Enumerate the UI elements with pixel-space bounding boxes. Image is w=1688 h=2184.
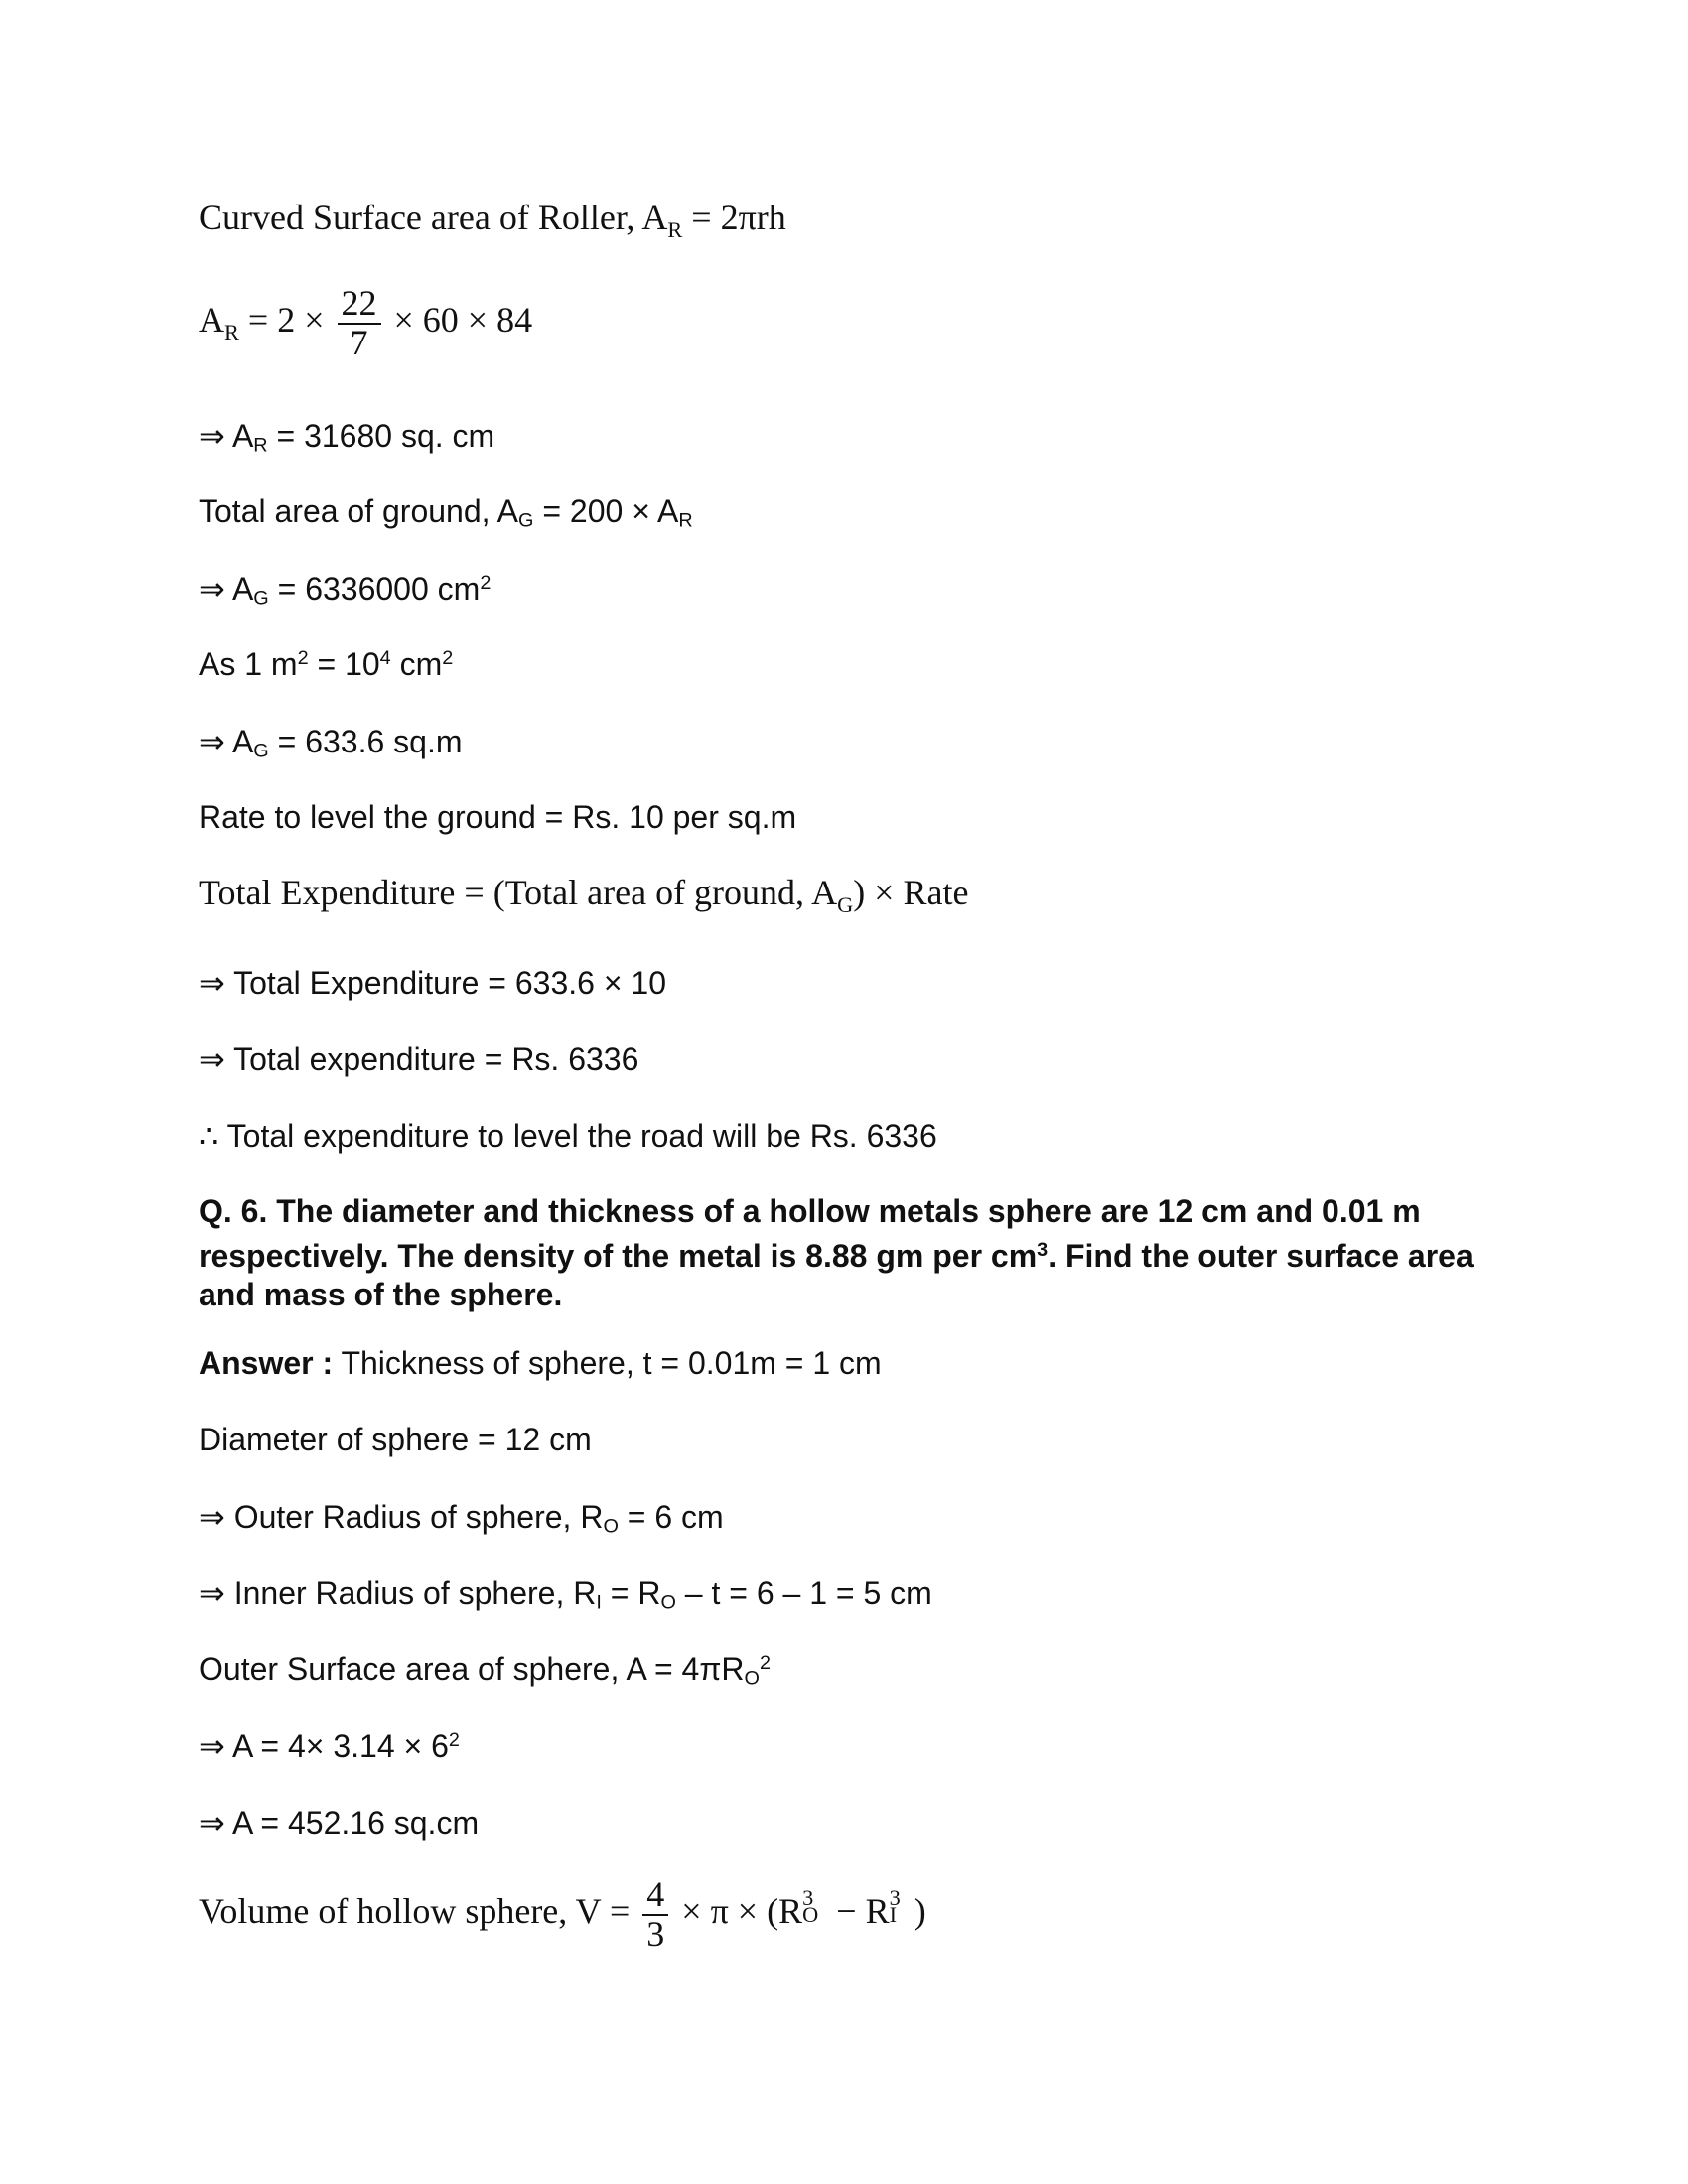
expenditure-result: [199, 1040, 638, 1078]
outer-radius-line: [199, 1498, 724, 1538]
text: × π × (R: [672, 1891, 803, 1932]
text: Q. 6. The diameter and thickness of a hollow metals sphere are 12 cm and 0.01 m respectively. The density of the metal is 8.88 gm per cm: [199, 1193, 1421, 1274]
surface-area-formula: [199, 1651, 771, 1690]
subscript: O: [744, 1667, 760, 1690]
rate-line: [199, 799, 796, 836]
text: Outer Surface area of sphere, A = 4πR: [199, 1651, 745, 1687]
surface-area-calculation: [199, 1727, 460, 1765]
superscript: 3: [889, 1884, 901, 1910]
denominator: 3: [646, 1913, 665, 1954]
subscript: R: [678, 509, 693, 532]
diameter-line: [199, 1422, 592, 1458]
expenditure-conclusion: [199, 1117, 937, 1155]
text: ) × Rate: [853, 873, 969, 912]
expenditure-calculation: [199, 964, 666, 1002]
roller-surface-formula: [199, 197, 786, 243]
fraction: [338, 285, 381, 362]
sup-sub: [889, 1884, 914, 1933]
subscript: I: [889, 1902, 898, 1928]
answer-label: Answer :: [199, 1345, 334, 1381]
ground-area-formula: [199, 493, 693, 532]
text: ⇒ A: [199, 724, 254, 759]
text: − R: [827, 1891, 890, 1932]
superscript: 2: [480, 572, 492, 595]
text: ⇒ A = 4× 3.14 × 6: [199, 1728, 449, 1764]
text: = 6 cm: [618, 1499, 724, 1535]
text: Thickness of sphere, t = 0.01m = 1 cm: [333, 1345, 882, 1381]
text: – t = 6 – 1 = 5 cm: [675, 1575, 932, 1611]
text: As 1 m: [199, 646, 298, 682]
unit-conversion: [199, 646, 453, 683]
subscript: I: [596, 1591, 602, 1614]
roller-area-calculation: [199, 285, 532, 362]
text: = 31680 sq. cm: [267, 418, 495, 454]
text: cm: [390, 646, 443, 682]
volume-formula: [199, 1876, 926, 1954]
subscript: G: [253, 587, 269, 610]
subscript: R: [667, 216, 683, 242]
text: Total Expenditure = (Total area of ground, A: [199, 873, 838, 912]
numerator: 4: [642, 1876, 668, 1916]
text: A: [199, 300, 224, 341]
subscript: G: [837, 891, 854, 917]
roller-area-result: [199, 417, 494, 457]
ground-area-m: [199, 723, 463, 762]
text: Volume of hollow sphere, V =: [199, 1891, 639, 1932]
ground-area-cm: [199, 570, 491, 610]
question-6: [199, 1192, 1509, 1314]
subscript: O: [660, 1591, 676, 1614]
superscript: 2: [297, 647, 309, 670]
text: = 200 × A: [533, 493, 679, 529]
text: = 6336000 cm: [268, 571, 481, 607]
text: ⇒ A = 452.16 sq.cm: [199, 1805, 480, 1841]
subscript: R: [224, 319, 239, 344]
subscript: O: [603, 1515, 619, 1538]
fraction: [642, 1876, 668, 1954]
expenditure-formula: [199, 872, 968, 918]
sup-sub: [802, 1884, 827, 1933]
superscript: 2: [442, 647, 454, 670]
text: = 633.6 sq.m: [268, 724, 463, 759]
superscript: 4: [379, 647, 391, 670]
subscript: G: [253, 740, 269, 762]
superscript: 2: [448, 1729, 460, 1752]
surface-area-result: [199, 1804, 479, 1842]
inner-radius-line: [199, 1574, 932, 1614]
superscript: 3: [802, 1884, 814, 1910]
text: Total area of ground, A: [199, 493, 518, 529]
text: ∴ Total expenditure to level the road will be Rs. 6336: [199, 1118, 937, 1154]
text: Curved Surface area of Roller, A: [199, 198, 668, 237]
text: ⇒ Total expenditure = Rs. 6336: [199, 1041, 639, 1077]
text: ⇒ A: [199, 571, 254, 607]
text: = 2πrh: [682, 198, 786, 237]
numerator: 22: [338, 285, 381, 325]
subscript: O: [802, 1902, 819, 1928]
text: × 60 × 84: [384, 300, 533, 341]
text: = R: [601, 1575, 661, 1611]
subscript: G: [518, 509, 534, 532]
text: ⇒ Outer Radius of sphere, R: [199, 1499, 604, 1535]
denominator: 7: [350, 322, 368, 362]
subscript: R: [253, 434, 268, 457]
text: = 2 ×: [238, 300, 334, 341]
text: = 10: [308, 646, 380, 682]
superscript: 3: [1037, 1239, 1049, 1261]
text: Diameter of sphere = 12 cm: [199, 1422, 592, 1457]
text: ): [914, 1891, 926, 1932]
text: ⇒ Total Expenditure = 633.6 × 10: [199, 965, 666, 1001]
text: . Find the outer surface area and mass of the sphere.: [199, 1237, 1474, 1312]
text: ⇒ A: [199, 418, 254, 454]
text: ⇒ Inner Radius of sphere, R: [199, 1575, 597, 1611]
answer-line: [199, 1345, 882, 1382]
superscript: 2: [759, 1652, 771, 1675]
text: Rate to level the ground = Rs. 10 per sq.m: [199, 799, 797, 835]
